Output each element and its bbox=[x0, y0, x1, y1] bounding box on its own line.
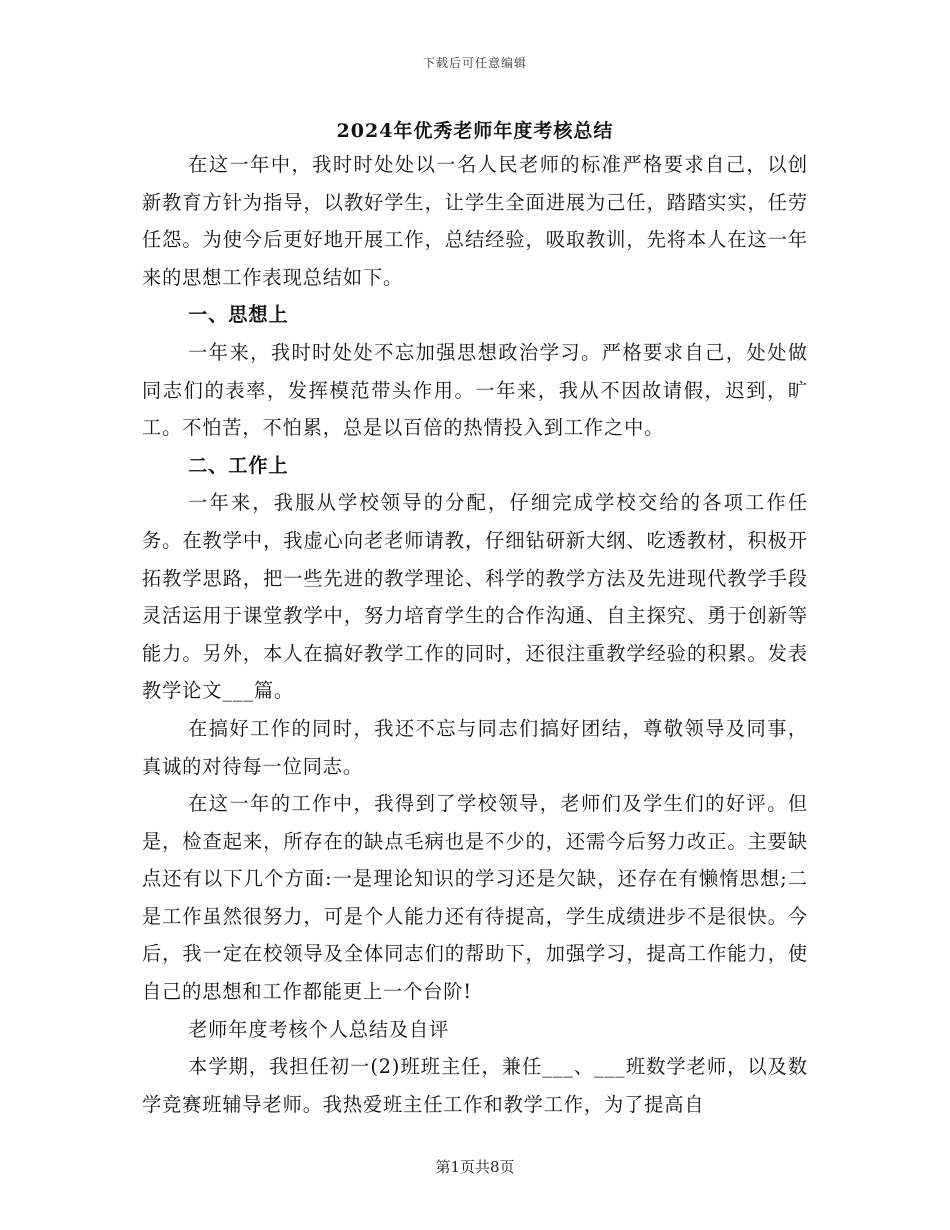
header-note: 下载后可任意编辑 bbox=[422, 56, 527, 70]
section-heading-thought: 一、思想上 bbox=[188, 303, 289, 327]
section-heading-work: 二、工作上 bbox=[188, 453, 289, 477]
paragraph-thought: 一年来，我时时处处不忘加强思想政治学习。严格要求自己，处处做同志们的表率，发挥模范带头作用。一年来，我从不因故请假，迟到，旷工。不怕苦，不怕累，总是以百倍的热情投入到工作之中。 bbox=[142, 340, 808, 440]
page-number-footer: 第1页共8页 bbox=[435, 1158, 515, 1176]
paragraph-unity: 在搞好工作的同时，我还不忘与同志们搞好团结，尊敬领导及同事，真诚的对待每一位同志。 bbox=[142, 716, 808, 778]
paragraph-semester: 本学期，我担任初一(2)班班主任，兼任___、___班数学老师，以及数学竞赛班辅导老师。我热爱班主任工作和教学工作，为了提高自 bbox=[142, 1055, 808, 1116]
document-title: 2024年优秀老师年度考核总结 bbox=[336, 120, 614, 142]
paragraph-intro: 在这一年中，我时时处处以一名人民老师的标准严格要求自己，以创新教育方针为指导，以教好学生，让学生全面进展为己任，踏踏实实，任劳任怨。为使今后更好地开展工作，总结经验，吸取教训，先将本人在这一年来的思想工作表现总结如下。 bbox=[142, 153, 808, 289]
paragraph-review: 在这一年的工作中，我得到了学校领导，老师们及学生们的好评。但是，检查起来，所存在的缺点毛病也是不少的，还需今后努力改正。主要缺点还有以下几个方面:一是理论知识的学习还是欠缺，还存在有懒惰思想;二是工作虽然很努力，可是个人能力还有待提高，学生成绩进步不是很快。今后，我一定在校领导及全体同志们的帮助下，加强学习，提高工作能力，使自己的思想和工作都能更上一个台阶! bbox=[142, 792, 808, 1004]
paragraph-work: 一年来，我服从学校领导的分配，仔细完成学校交给的各项工作任务。在教学中，我虚心向老老师请教，仔细钻研新大纲、吃透教材，积极开拓教学思路，把一些先进的教学理论、科学的教学方法及先进现代教学手段灵活运用于课堂教学中，努力培育学生的合作沟通、自主探究、勇于创新等能力。另外，本人在搞好教学工作的同时，还很注重教学经验的积累。发表教学论文___篇。 bbox=[142, 491, 808, 703]
paragraph-subtitle: 老师年度考核个人总结及自评 bbox=[188, 1017, 450, 1041]
document-body bbox=[142, 146, 808, 1123]
